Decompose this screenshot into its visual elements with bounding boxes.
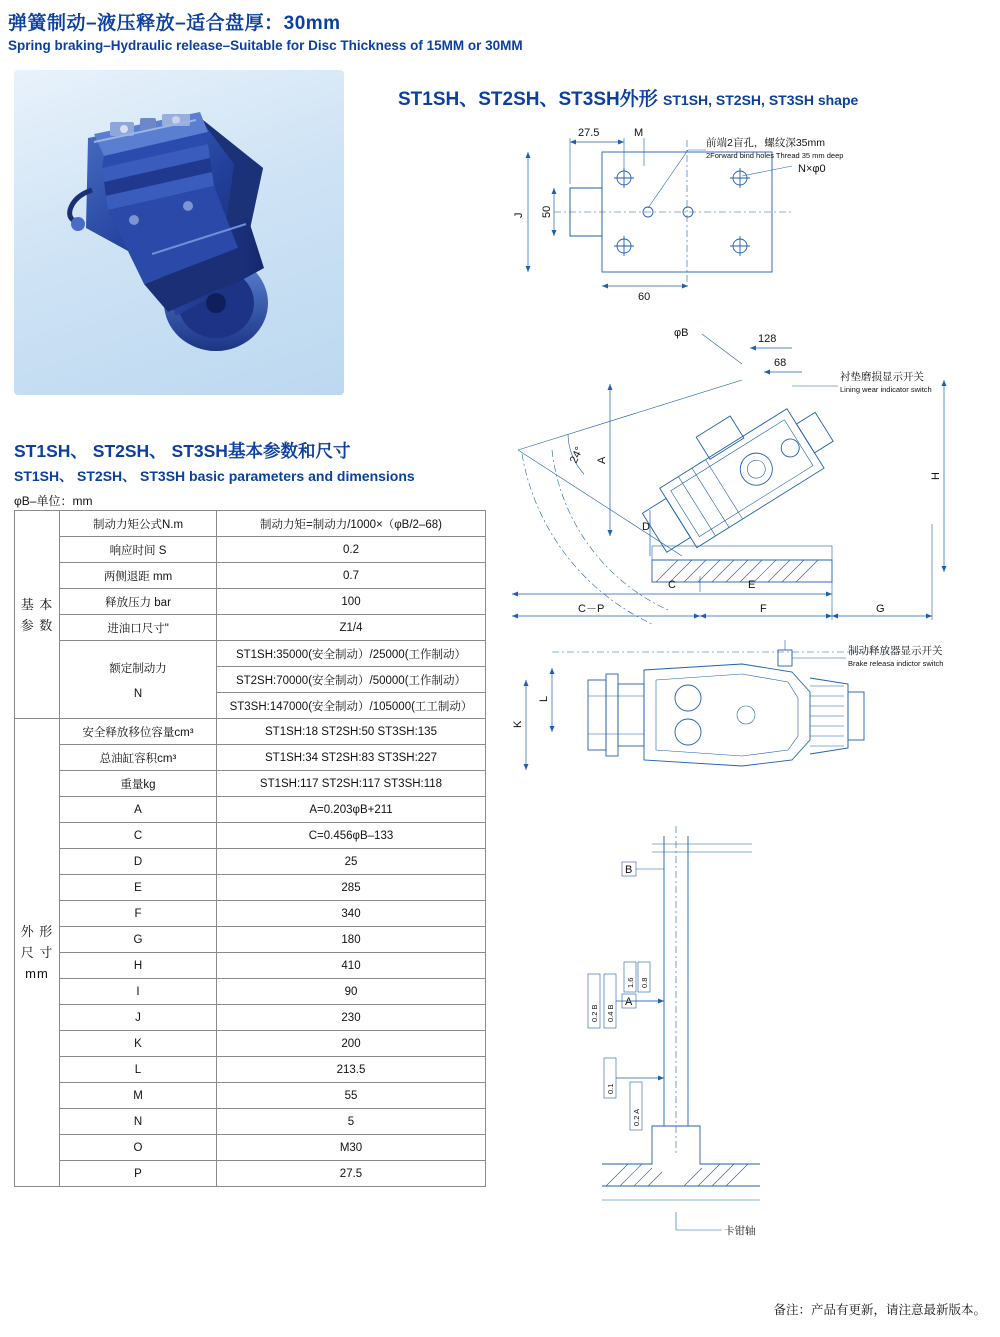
brake-release-switch-en: Brake releasa indictor switch: [848, 659, 944, 668]
row-label: L: [60, 1057, 217, 1083]
ref-A: A: [625, 996, 633, 1008]
row-label: C: [60, 823, 217, 849]
top-view-note-en: 2Forward bind holes Thread 35 mm deep: [706, 151, 844, 160]
row-value: 90: [217, 979, 486, 1005]
dim-phi-B: φB: [674, 327, 689, 339]
row-value: ST2SH:70000(安全制动）/50000(工作制动）: [217, 667, 486, 693]
row-value: 180: [217, 927, 486, 953]
table-row: [15, 979, 486, 1005]
row-value: 213.5: [217, 1057, 486, 1083]
dim-D: D: [642, 521, 650, 533]
lining-wear-switch-cn: 衬垫磨损显示开关: [840, 371, 924, 383]
row-label: I: [60, 979, 217, 1005]
table-row: [15, 1057, 486, 1083]
row-label: J: [60, 1005, 217, 1031]
row-label: A: [60, 797, 217, 823]
page-title-en: Spring braking–Hydraulic release–Suitable for Disc Thickness of 15MM or 30MM: [8, 38, 523, 53]
row-label: 响应时间 S: [60, 537, 217, 563]
tolerance-1: 0.2 B: [590, 1004, 599, 1022]
shape-title-cn: ST1SH、ST2SH、ST3SH外形: [398, 89, 658, 110]
row-value: M30: [217, 1135, 486, 1161]
row-value: Z1/4: [217, 615, 486, 641]
table-row: [15, 875, 486, 901]
category-outline: 外 形 尺 寸 mm: [15, 719, 60, 1187]
tolerance-4: 0.8: [640, 977, 649, 988]
row-value: 制动力矩=制动力/1000×（φB/2–68): [217, 511, 486, 537]
lining-wear-switch-en: Lining wear indicator switch: [840, 385, 932, 394]
product-photo: [14, 70, 344, 395]
row-label: G: [60, 927, 217, 953]
row-value: A=0.203φB+211: [217, 797, 486, 823]
dim-128: 128: [758, 333, 777, 345]
row-value: 27.5: [217, 1161, 486, 1187]
table-row: [15, 1109, 486, 1135]
table-row: [15, 615, 486, 641]
tolerance-2: 0.4 B: [606, 1004, 615, 1022]
drawing-front-view: [492, 640, 992, 820]
rated-label-line1: 额定制动力: [109, 662, 167, 675]
dim-J: J: [513, 212, 525, 218]
table-row: [15, 771, 486, 797]
row-label: F: [60, 901, 217, 927]
row-label: 两侧退距 mm: [60, 563, 217, 589]
table-row: [15, 1031, 486, 1057]
table-row: [15, 563, 486, 589]
params-title-cn: ST1SH、 ST2SH、 ST3SH基本参数和尺寸: [14, 441, 351, 461]
table-row: [15, 823, 486, 849]
hole-callout: N×φ0: [798, 163, 826, 175]
row-label: 进油口尺寸": [60, 615, 217, 641]
table-row: [15, 1161, 486, 1187]
table-row: [15, 1135, 486, 1161]
row-value: 55: [217, 1083, 486, 1109]
row-label: O: [60, 1135, 217, 1161]
row-value: 410: [217, 953, 486, 979]
row-label: H: [60, 953, 217, 979]
dim-M: M: [634, 127, 644, 139]
table-row: [15, 511, 486, 537]
drawing-top-view: [492, 110, 992, 310]
table-row: [15, 589, 486, 615]
row-value: ST3SH:147000(安全制动）/105000(工工制动）: [217, 693, 486, 719]
row-label: M: [60, 1083, 217, 1109]
dim-G: G: [876, 603, 885, 615]
dim-H: H: [930, 472, 942, 480]
dim-C: C: [668, 579, 676, 591]
angle-24: 24°: [567, 445, 586, 466]
row-value: 100: [217, 589, 486, 615]
table-row: [15, 1005, 486, 1031]
row-label: N: [60, 1109, 217, 1135]
row-label: 释放压力 bar: [60, 589, 217, 615]
row-value: 5: [217, 1109, 486, 1135]
row-value: ST1SH:34 ST2SH:83 ST3SH:227: [217, 745, 486, 771]
rated-label-line2: N: [133, 687, 143, 700]
row-value: ST1SH:35000(安全制动）/25000(工作制动）: [217, 641, 486, 667]
row-label: 安全释放移位容量cm³: [60, 719, 217, 745]
tolerance-6: 0.2 A: [632, 1108, 641, 1126]
row-value: 200: [217, 1031, 486, 1057]
table-row: [15, 537, 486, 563]
row-label: 制动力矩公式N.m: [60, 511, 217, 537]
table-row: [15, 797, 486, 823]
dim-K: K: [512, 720, 524, 728]
top-view-note-cn: 前端2盲孔，螺纹深35mm: [706, 137, 826, 149]
row-value: ST1SH:117 ST2SH:117 ST3SH:118: [217, 771, 486, 797]
row-label: K: [60, 1031, 217, 1057]
row-value: 285: [217, 875, 486, 901]
dim-C-P: C－P: [578, 603, 605, 615]
dim-68: 68: [774, 357, 787, 369]
row-label: D: [60, 849, 217, 875]
row-value: 340: [217, 901, 486, 927]
table-row: [15, 953, 486, 979]
row-label: 重量kg: [60, 771, 217, 797]
dim-F: F: [760, 603, 767, 615]
footer-note: 备注：产品有更新，请注意最新版本。: [773, 1303, 986, 1317]
page-title-cn: 弹簧制动–液压释放–适合盘厚：30mm: [8, 13, 341, 34]
row-label: E: [60, 875, 217, 901]
dim-A: A: [596, 456, 608, 464]
category-basic: 基 本 参 数: [15, 511, 60, 719]
table-row: [15, 745, 486, 771]
row-value: 230: [217, 1005, 486, 1031]
table-row: [15, 719, 486, 745]
ref-B: B: [625, 864, 633, 876]
row-value: ST1SH:18 ST2SH:50 ST3SH:135: [217, 719, 486, 745]
table-row: [15, 901, 486, 927]
dim-27-5: 27.5: [578, 127, 600, 139]
row-value: 0.2: [217, 537, 486, 563]
table-row: [15, 1083, 486, 1109]
drawing-side-view: [492, 324, 992, 634]
shape-section-title: [398, 84, 858, 111]
caliper-illustration: [48, 98, 308, 363]
dim-L: L: [538, 695, 550, 702]
tolerance-3: 1.6: [626, 977, 635, 988]
shape-title-en: ST1SH, ST2SH, ST3SH shape: [663, 92, 859, 108]
table-row: [15, 849, 486, 875]
row-value: 0.7: [217, 563, 486, 589]
technical-drawings: [492, 110, 992, 1290]
dim-60: 60: [638, 291, 651, 303]
dim-E: E: [748, 579, 756, 591]
disc-caption-cn: 卡钳轴: [724, 1225, 756, 1237]
row-value: 25: [217, 849, 486, 875]
unit-note: φB–单位：mm: [14, 494, 93, 508]
dim-50: 50: [541, 205, 553, 218]
row-label: 总油缸容积cm³: [60, 745, 217, 771]
table-row: [15, 927, 486, 953]
brake-release-switch-cn: 制动释放器显示开关: [848, 645, 943, 657]
drawing-disc-view: [492, 826, 992, 1256]
params-title-en: ST1SH、 ST2SH、 ST3SH basic parameters and dimensions: [14, 468, 415, 484]
row-label-rated: [60, 641, 217, 719]
table-row: [15, 641, 486, 667]
row-label: P: [60, 1161, 217, 1187]
tolerance-5: 0.1: [606, 1083, 615, 1094]
specifications-table: [14, 510, 486, 1187]
row-value: C=0.456φB–133: [217, 823, 486, 849]
